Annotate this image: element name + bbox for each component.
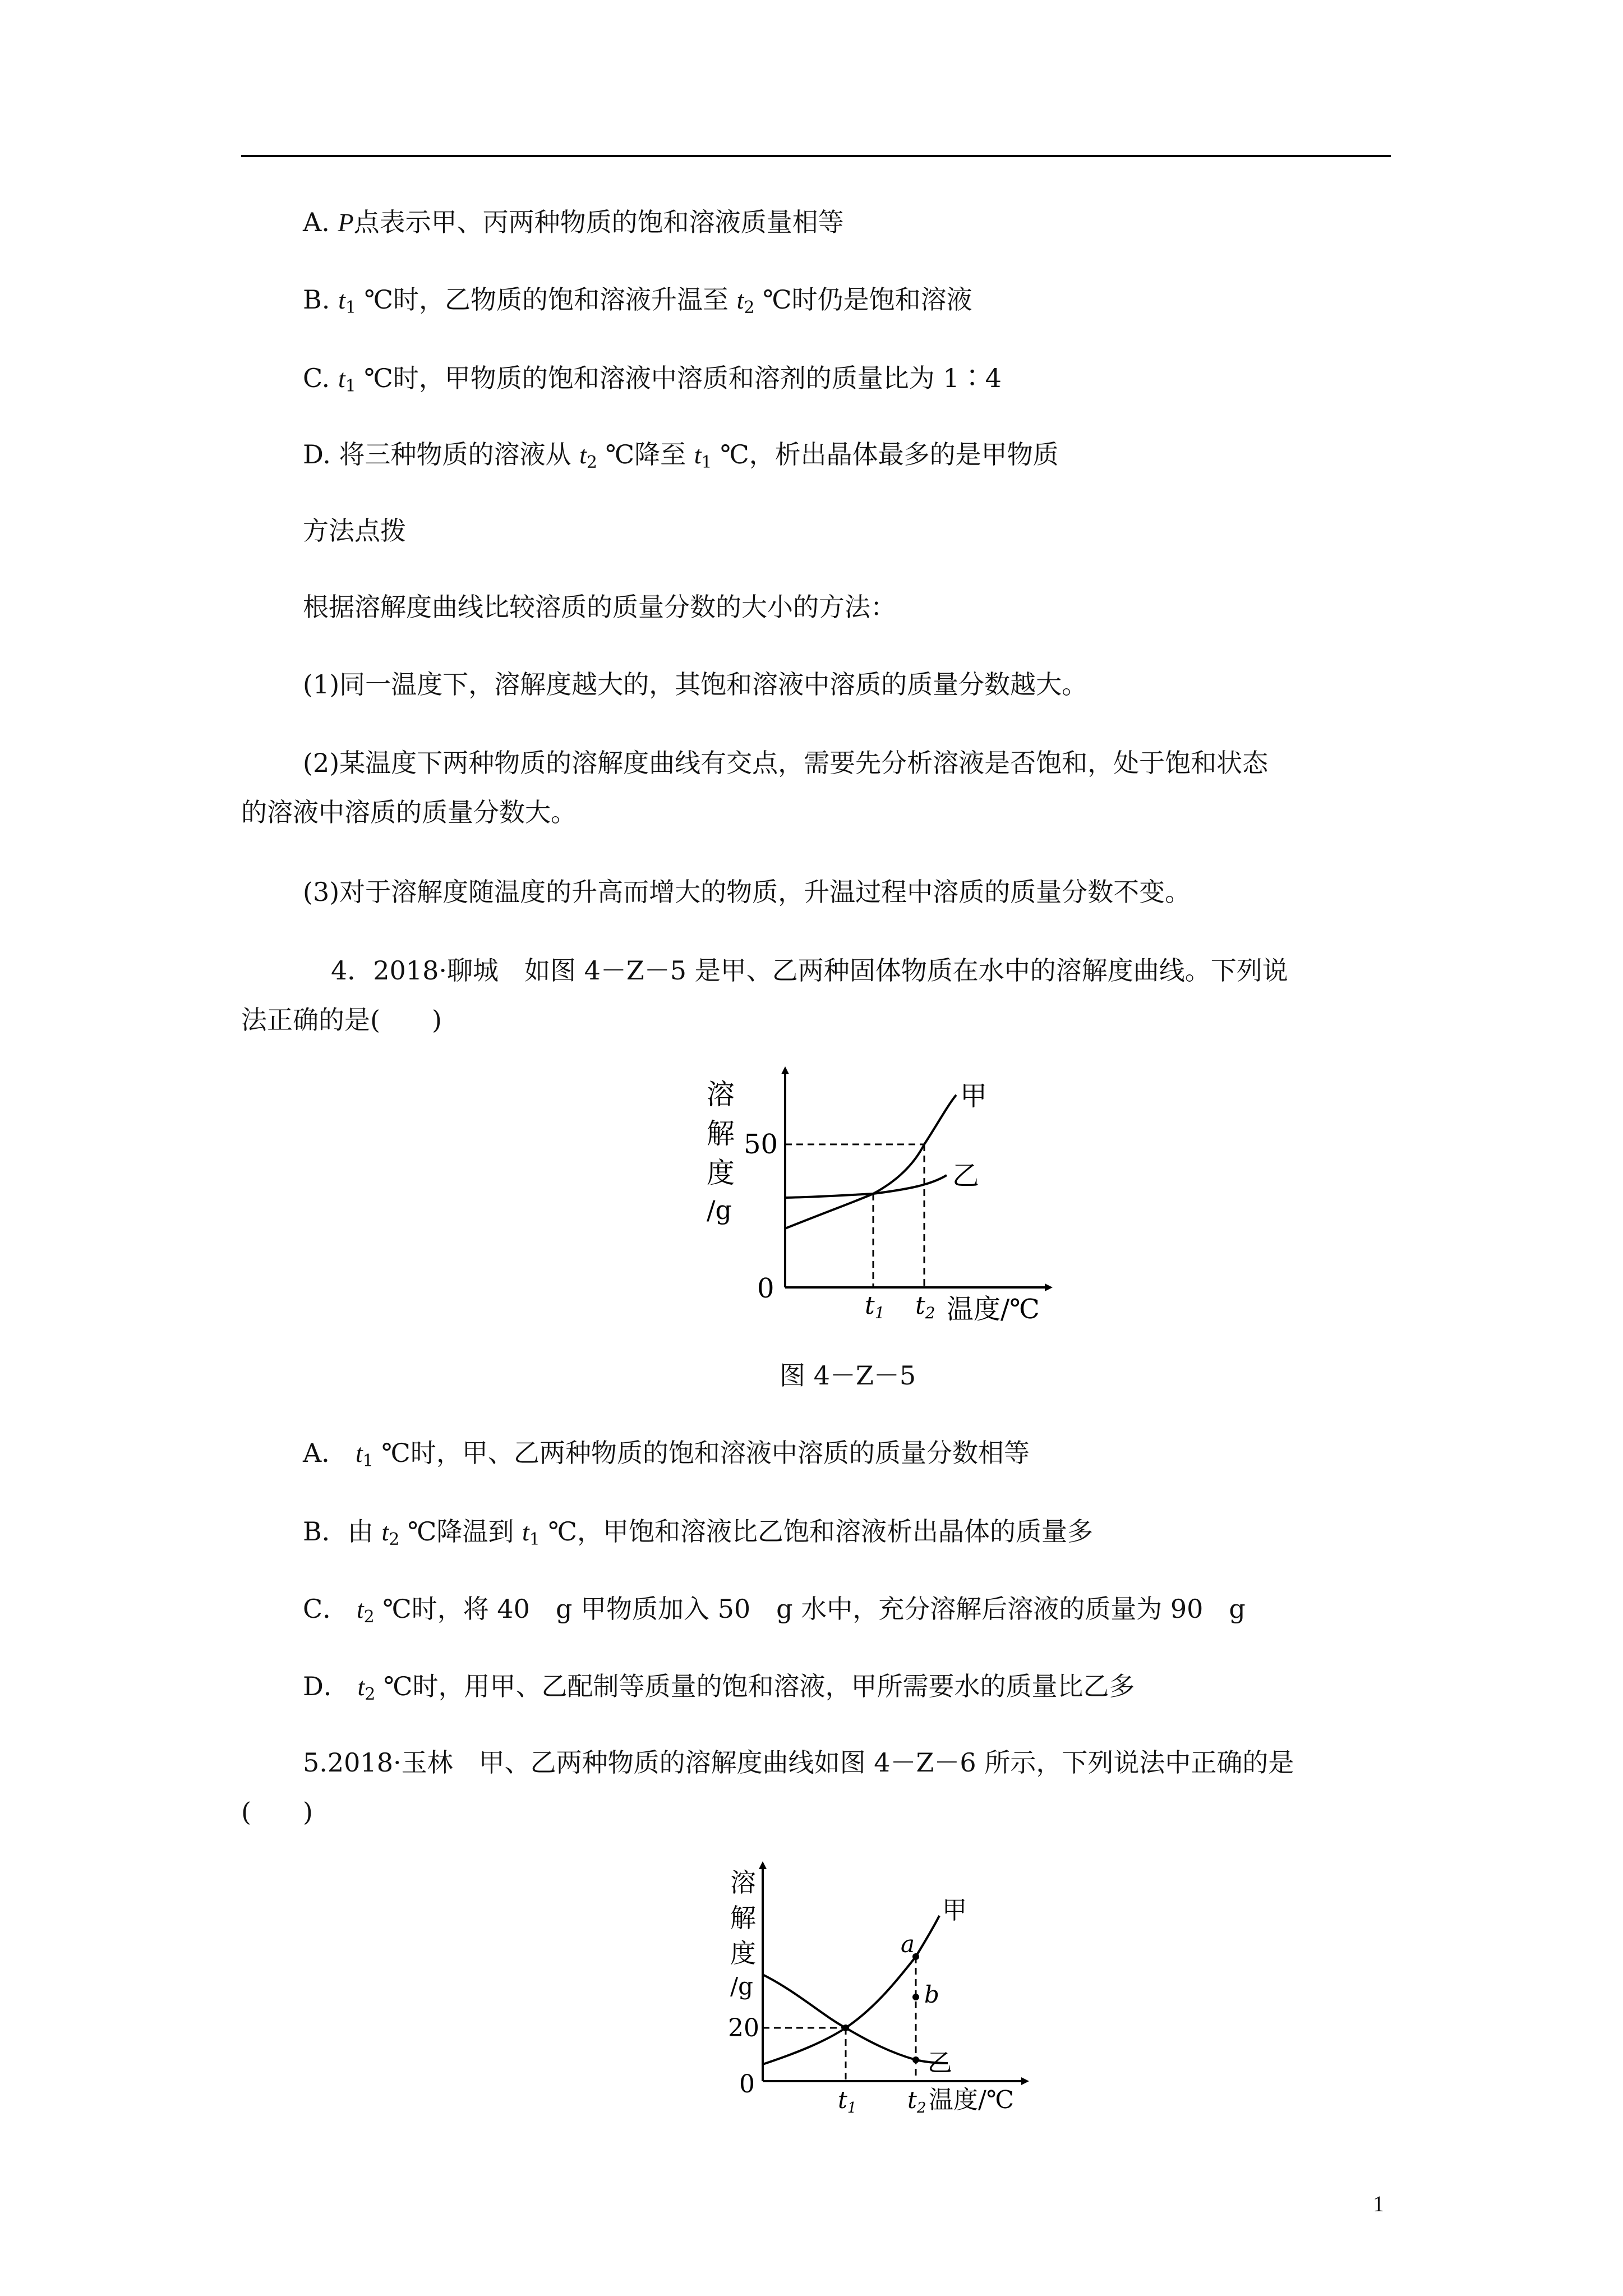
method-heading: 方法点拨 bbox=[303, 516, 406, 546]
point-label: P bbox=[338, 208, 354, 237]
y-tick-20: 20 bbox=[728, 2014, 759, 2042]
option-label: C． bbox=[303, 1594, 349, 1624]
t-subscript: 2 bbox=[744, 298, 755, 318]
solubility-chart-4 bbox=[684, 1060, 1066, 1329]
t-symbol: t bbox=[381, 1517, 389, 1546]
intersection-point bbox=[842, 2024, 849, 2031]
option-text: ℃降温到 bbox=[399, 1516, 523, 1547]
option-label: D． bbox=[303, 1671, 349, 1701]
t-symbol: t bbox=[356, 1595, 364, 1623]
ylabel-char: 溶 bbox=[730, 1867, 756, 1898]
header-rule bbox=[241, 155, 1391, 157]
t-symbol: t bbox=[522, 1517, 529, 1546]
option-label: A． bbox=[303, 1438, 348, 1468]
x-axis-label: 温度/℃ bbox=[929, 2086, 1015, 2114]
point-yi-t2 bbox=[912, 2056, 919, 2063]
option-text: 点表示甲、丙两种物质的饱和溶液质量相等 bbox=[353, 207, 844, 237]
origin-label: 0 bbox=[739, 2070, 755, 2099]
series-yi-curve bbox=[785, 1175, 947, 1198]
q4-stem-cont: 法正确的是( ) bbox=[241, 1005, 442, 1035]
ylabel-char: 解 bbox=[707, 1117, 735, 1150]
t-symbol: t bbox=[694, 440, 702, 469]
method-point-2a: (2)某温度下两种物质的溶解度曲线有交点，需要先分析溶液是否饱和，处于饱和状态 bbox=[303, 748, 1269, 778]
ylabel-char: 度 bbox=[730, 1938, 756, 1968]
q4-option-a bbox=[303, 1436, 1030, 1478]
t-symbol: t bbox=[338, 364, 345, 393]
x-tick-t2: t2 bbox=[907, 2086, 926, 2116]
t-subscript: 2 bbox=[363, 1607, 375, 1627]
t-symbol: t bbox=[579, 440, 587, 469]
option-text: 将三种物质的溶液从 bbox=[339, 439, 580, 470]
t-subscript: 2 bbox=[389, 1530, 400, 1549]
option-label: D. bbox=[303, 439, 331, 470]
y-unit: /g bbox=[707, 1195, 732, 1225]
series-label-jia: 甲 bbox=[942, 1896, 967, 1925]
t-subscript: 1 bbox=[529, 1530, 540, 1549]
option-text: ℃时，将 40 g 甲物质加入 50 g 水中，充分溶解后溶液的质量为 90 g bbox=[374, 1594, 1246, 1624]
option-text: 由 bbox=[347, 1516, 382, 1547]
method-point-2b: 的溶液中溶质的质量分数大。 bbox=[241, 797, 577, 827]
x-tick-t2: t2 bbox=[915, 1291, 935, 1322]
q4-stem: 4．2018·聊城 如图 4－Z－5 是甲、乙两种固体物质在水中的溶解度曲线。下列说 bbox=[331, 955, 1288, 986]
q3-option-c bbox=[303, 361, 1002, 403]
series-label-jia: 甲 bbox=[960, 1080, 988, 1112]
series-label-yi: 乙 bbox=[928, 2049, 952, 2077]
option-text: ℃时，乙物质的饱和溶液升温至 bbox=[356, 284, 737, 315]
q3-option-b bbox=[303, 283, 972, 325]
solubility-chart-5 bbox=[723, 1857, 1038, 2120]
t-symbol: t bbox=[338, 286, 345, 314]
point-b bbox=[912, 1994, 919, 2000]
option-label: A. bbox=[303, 207, 330, 237]
t-symbol: t bbox=[355, 1439, 363, 1467]
q4-option-c bbox=[303, 1592, 1246, 1634]
option-label: C. bbox=[303, 363, 330, 393]
figure-caption: 图 4－Z－5 bbox=[780, 1360, 916, 1391]
option-text: ℃时，用甲、乙配制等质量的饱和溶液，甲所需要水的质量比乙多 bbox=[375, 1671, 1135, 1701]
method-intro: 根据溶解度曲线比较溶质的质量分数的大小的方法： bbox=[303, 592, 896, 622]
t-symbol: t bbox=[736, 286, 744, 314]
point-label-a: a bbox=[901, 1930, 915, 1958]
option-text: ℃降至 bbox=[597, 439, 694, 470]
q3-option-d bbox=[303, 438, 1059, 480]
method-point-1: (1)同一温度下，溶解度越大的，其饱和溶液中溶质的质量分数越大。 bbox=[303, 669, 1088, 700]
option-label: B. bbox=[303, 284, 330, 315]
ylabel-char: 度 bbox=[707, 1157, 735, 1189]
t-subscript: 1 bbox=[362, 1451, 374, 1471]
x-axis-label: 温度/℃ bbox=[947, 1294, 1040, 1325]
t-subscript: 1 bbox=[345, 298, 356, 318]
ylabel-char: 溶 bbox=[707, 1078, 735, 1111]
option-text: ℃时，甲物质的饱和溶液中溶质和溶剂的质量比为 1∶4 bbox=[356, 363, 1002, 393]
q4-option-b bbox=[303, 1515, 1093, 1557]
series-label-yi: 乙 bbox=[952, 1160, 980, 1191]
option-text: ℃，析出晶体最多的是甲物质 bbox=[712, 439, 1059, 470]
y-unit: /g bbox=[730, 1972, 754, 2000]
q4-option-d bbox=[303, 1669, 1135, 1711]
t-subscript: 1 bbox=[345, 376, 356, 396]
t-subscript: 2 bbox=[586, 453, 597, 472]
x-tick-t1: t1 bbox=[838, 2086, 857, 2116]
option-text: ℃时，甲、乙两种物质的饱和溶液中溶质的质量分数相等 bbox=[373, 1438, 1030, 1468]
method-point-3: (3)对于溶解度随温度的升高而增大的物质，升温过程中溶质的质量分数不变。 bbox=[303, 877, 1191, 907]
q3-option-a bbox=[303, 205, 844, 240]
option-text: ℃，甲饱和溶液比乙饱和溶液析出晶体的质量多 bbox=[540, 1516, 1093, 1547]
origin-label: 0 bbox=[757, 1273, 774, 1304]
q5-stem: 5.2018·玉林 甲、乙两种物质的溶解度曲线如图 4－Z－6 所示，下列说法中正确的是 bbox=[303, 1747, 1294, 1778]
option-text: ℃时仍是饱和溶液 bbox=[754, 284, 972, 315]
series-yi-curve bbox=[763, 1975, 948, 2063]
ylabel-char: 解 bbox=[730, 1903, 756, 1933]
t-subscript: 2 bbox=[365, 1685, 376, 1704]
point-label-b: b bbox=[924, 1981, 939, 2008]
t-symbol: t bbox=[357, 1672, 365, 1701]
option-label: B． bbox=[303, 1516, 348, 1547]
page-number: 1 bbox=[1373, 2191, 1384, 2216]
q5-stem-cont: ( ) bbox=[241, 1797, 313, 1827]
t-subscript: 1 bbox=[701, 453, 712, 472]
series-jia-curve bbox=[785, 1095, 956, 1228]
x-tick-t1: t1 bbox=[865, 1291, 885, 1322]
y-tick-50: 50 bbox=[744, 1129, 778, 1160]
